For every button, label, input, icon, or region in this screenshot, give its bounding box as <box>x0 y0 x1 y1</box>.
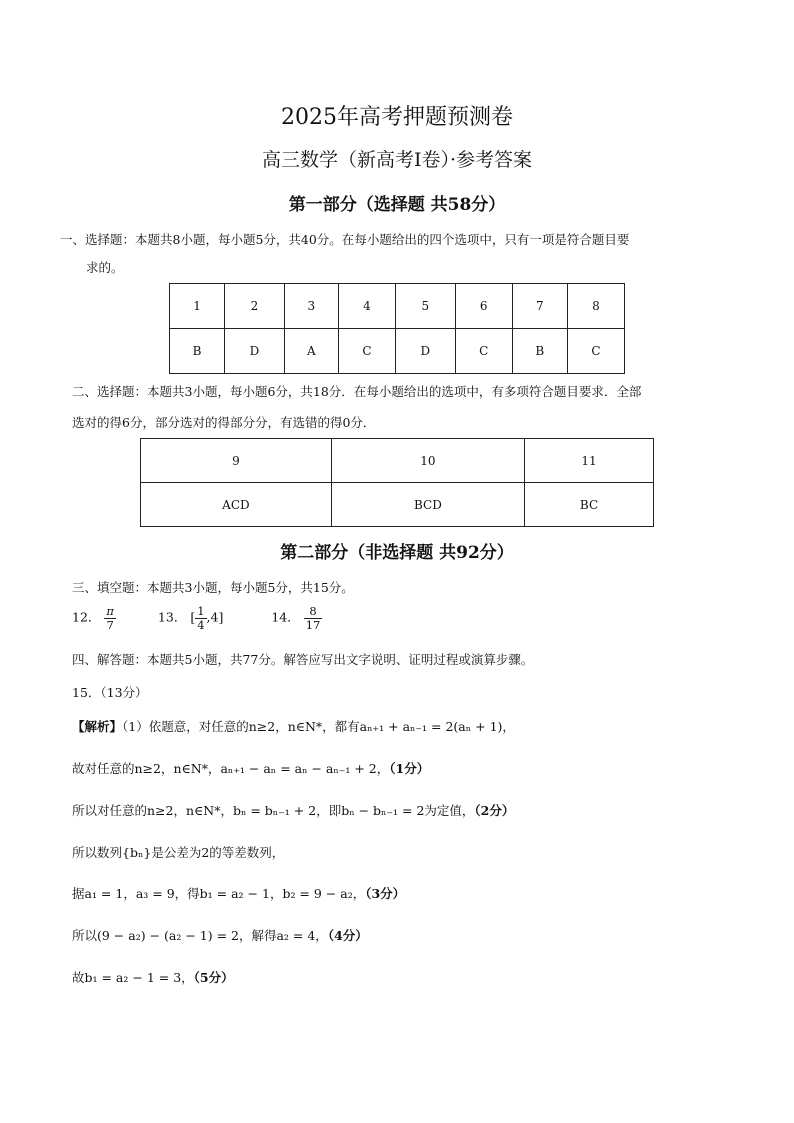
solution-text: 所以数列{bₙ}是公差为2的等差数列， <box>72 845 285 860</box>
page-title: 2025年高考押题预测卷 <box>281 105 513 130</box>
table-cell: 9 <box>141 439 332 483</box>
answer-table-number-row <box>170 284 625 329</box>
section2-intro-line1: 二、选择题：本题共3小题，每小题6分，共18分．在每小题给出的选项中，有多项符合题目要求．全部 <box>72 384 642 399</box>
q13-denominator: 4 <box>197 617 205 632</box>
q12-fraction <box>104 605 116 631</box>
table-cell: ACD <box>141 483 332 527</box>
q13-fraction <box>195 605 206 631</box>
solution-text: （1）依题意，对任意的n≥2，n∈N*，都有aₙ₊₁ + aₙ₋₁ = 2(aₙ + 1)， <box>122 719 515 734</box>
table-cell: C <box>455 329 512 374</box>
table-cell: C <box>338 329 395 374</box>
q12-numerator: π <box>106 604 114 618</box>
answer-table-answer-row <box>170 329 625 374</box>
score-mark: （1分） <box>389 761 430 776</box>
table-cell: 8 <box>567 284 624 329</box>
solution-tag: 【解析】 <box>72 719 123 734</box>
table-cell: BCD <box>331 483 524 527</box>
solution-line-3 <box>72 801 514 819</box>
score-mark: （3分） <box>365 886 406 901</box>
fill-answers <box>72 605 322 631</box>
section2-intro-line2: 选对的得6分，部分选对的得部分分，有选错的得0分． <box>72 415 376 430</box>
table-cell: 1 <box>170 284 225 329</box>
q12-denominator: 7 <box>106 617 114 632</box>
section1-intro-line2: 求的。 <box>86 260 124 275</box>
solution-line-5 <box>72 884 405 902</box>
table-cell: D <box>396 329 456 374</box>
solution-text: 故b₁ = a₂ − 1 = 3， <box>72 970 194 985</box>
part2-heading: 第二部分（非选择题 共92分） <box>280 543 514 563</box>
score-mark: （4分） <box>327 928 368 943</box>
answer-table-multi-choice <box>140 438 654 527</box>
table-cell: 11 <box>525 439 654 483</box>
table-cell: 10 <box>331 439 524 483</box>
page-subtitle: 高三数学（新高考Ⅰ卷）·参考答案 <box>261 149 533 171</box>
table-cell: 3 <box>284 284 338 329</box>
q12-label: 12． <box>72 609 101 625</box>
q13-label: 13． <box>157 609 187 625</box>
solution-line-1 <box>72 717 515 735</box>
table-cell: 2 <box>225 284 285 329</box>
q14-label: 14． <box>271 609 300 625</box>
solution-text: 据a₁ = 1，a₃ = 9，得b₁ = a₂ − 1，b₂ = 9 − a₂， <box>72 886 366 901</box>
q15-heading: 15．（13分） <box>72 685 148 700</box>
q14-numerator: 8 <box>304 605 323 619</box>
solution-line-4 <box>72 843 284 861</box>
answer-table-single-choice <box>169 283 625 374</box>
score-mark: （2分） <box>474 803 515 818</box>
table-cell: B <box>170 329 225 374</box>
section1-intro-line1: 一、选择题：本题共8小题，每小题5分，共40分。在每小题给出的四个选项中，只有一项是符合题目要 <box>60 232 630 247</box>
table-cell: 7 <box>512 284 567 329</box>
table-cell: C <box>567 329 624 374</box>
solution-line-6 <box>72 926 368 944</box>
part1-heading: 第一部分（选择题 共58分） <box>288 195 506 215</box>
q14-denominator: 17 <box>305 617 321 632</box>
solution-line-7 <box>72 968 234 986</box>
solution-line-2 <box>72 759 429 777</box>
q14-fraction <box>304 605 323 631</box>
solution-text: 故对任意的n≥2，n∈N*，aₙ₊₁ − aₙ = aₙ − aₙ₋₁ + 2， <box>72 761 390 776</box>
section3-intro: 三、填空题：本题共3小题，每小题5分，共15分。 <box>72 580 354 595</box>
solution-text: 所以对任意的n≥2，n∈N*，bₙ = bₙ₋₁ + 2，即bₙ − bₙ₋₁ = 2为定值， <box>72 803 475 818</box>
q13-numerator: 1 <box>197 604 205 618</box>
q13-close: ,4] <box>206 609 224 625</box>
solution-text: 所以(9 − a₂) − (a₂ − 1) = 2，解得a₂ = 4， <box>72 928 328 943</box>
table-cell: 5 <box>396 284 456 329</box>
score-mark: （5分） <box>193 970 234 985</box>
answer-table-number-row <box>141 439 654 483</box>
table-cell: 6 <box>455 284 512 329</box>
table-cell: A <box>284 329 338 374</box>
table-cell: BC <box>525 483 654 527</box>
answer-table-answer-row <box>141 483 654 527</box>
table-cell: D <box>225 329 285 374</box>
table-cell: B <box>512 329 567 374</box>
q13-open: [ <box>190 609 196 625</box>
table-cell: 4 <box>338 284 395 329</box>
section4-intro: 四、解答题：本题共5小题，共77分。解答应写出文字说明、证明过程或演算步骤。 <box>72 652 534 667</box>
